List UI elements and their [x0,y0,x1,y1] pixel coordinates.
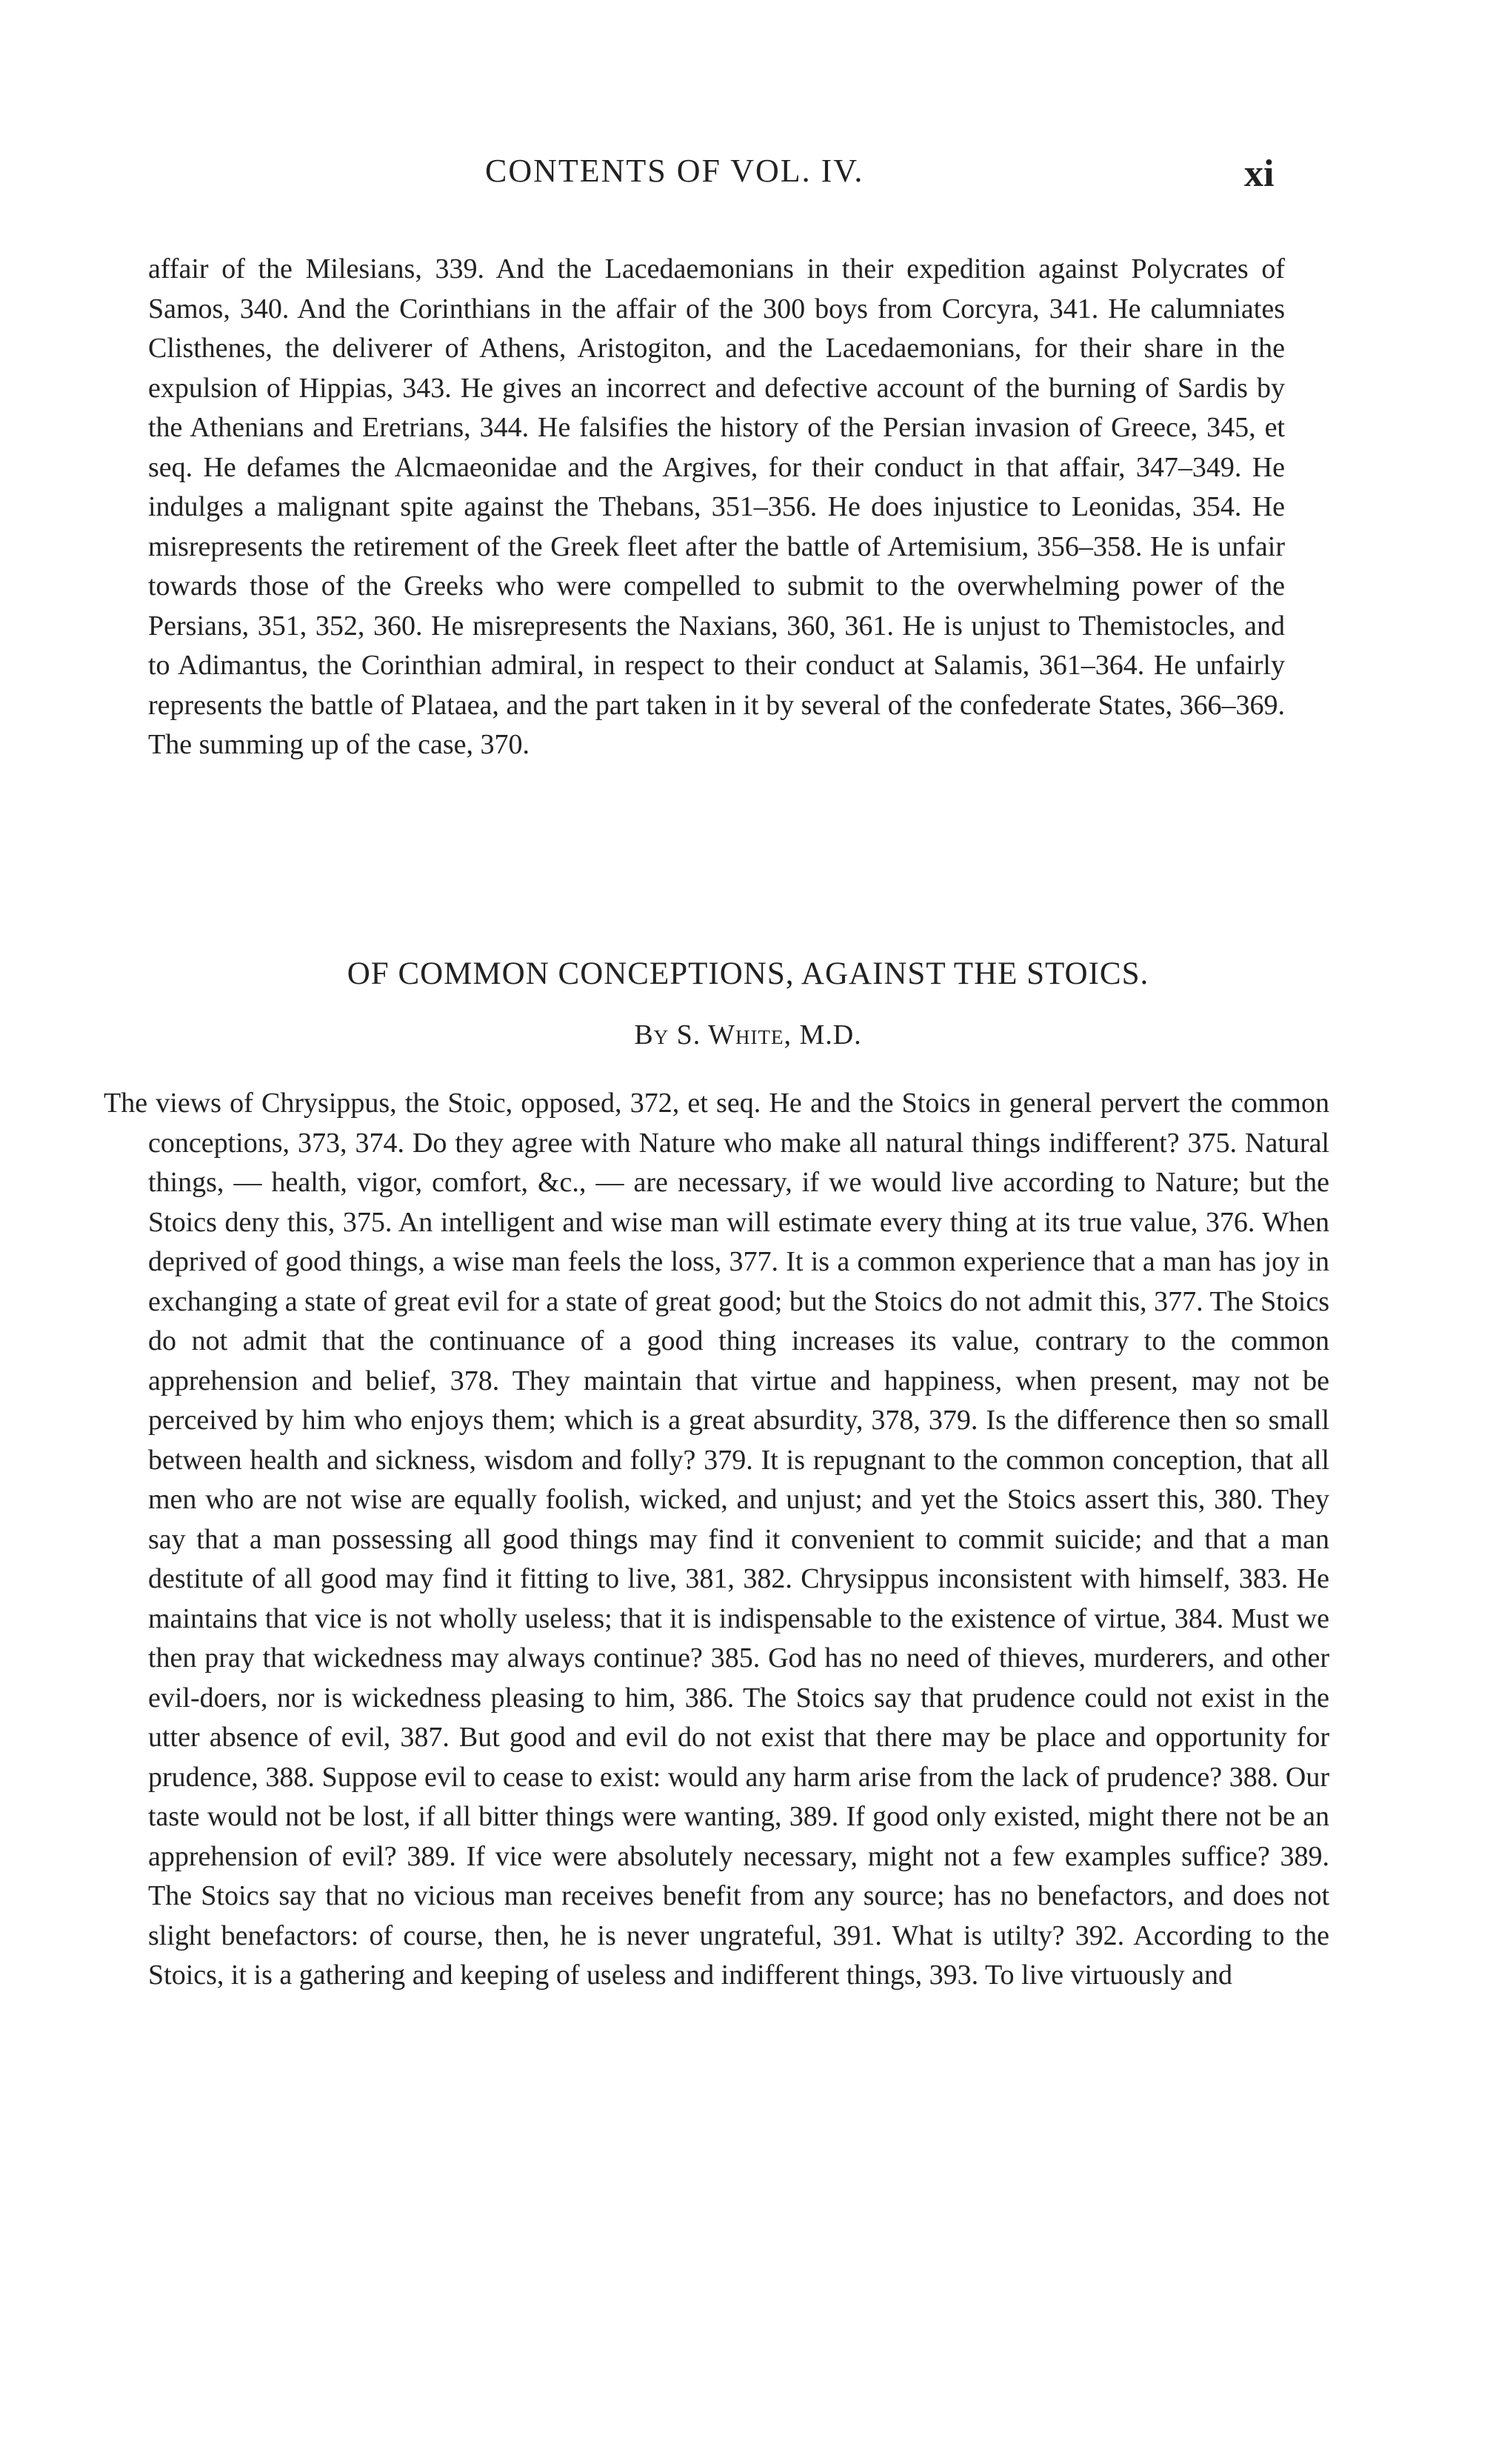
continuation-paragraph: affair of the Milesians, 339. And the Lacedaemonians in their expedition against Polycrates of Samos, 340. And the Corinthians in the affair of the 300 boys from Corcyra, 341. He calumniates Clisthenes, the deliverer of Athens, Aristogiton, and the Lacedaemonians, for their share in the expulsion of Hippias, 343. He gives an incorrect and defective account of the burning of Sardis by the Athenians and Eretrians, 344. He falsifies the history of the Persian invasion of Greece, 345, et seq. He defames the Alcmaeonidae and the Argives, for their conduct in that affair, 347–349. He indulges a malignant spite against the Thebans, 351–356. He does injustice to Leonidas, 354. He misrepresents the retirement of the Greek fleet after the battle of Artemisium, 356–358. He is unfair towards those of the Greeks who were compelled to submit to the overwhelming power of the Persians, 351, 352, 360. He misrepresents the Naxians, 360, 361. He is unjust to Themistocles, and to Adimantus, the Corinthian admiral, in respect to their conduct at Salamis, 361–364. He unfairly represents the battle of Plataea, and the part taken in it by several of the confederate States, 366–369. The summing up of the case, 370. [148,253,1285,760]
page-header [0,152,1496,196]
section-summary-paragraph: The views of Chrysippus, the Stoic, opposed, 372, et seq. He and the Stoics in general pervert the common conceptions, 373, 374. Do they agree with Nature who make all natural things indifferent? 375. Natural things, — health, vigor, comfort, &c., — are necessary, if we would live according to Nature; but the Stoics deny this, 375. An intelligent and wise man will estimate every thing at its true value, 376. When deprived of good things, a wise man feels the loss, 377. It is a common experience that a man has joy in exchanging a state of great evil for a state of great good; but the Stoics do not admit this, 377. The Stoics do not admit that the continuance of a good thing increases its value, contrary to the common apprehension and belief, 378. They maintain that virtue and happiness, when present, may not be perceived by him who enjoys them; which is a great absurdity, 378, 379. Is the difference then so small between health and sickness, wisdom and folly? 379. It is repugnant to the common conception, that all men who are not wise are equally foolish, wicked, and unjust; and yet the Stoics assert this, 380. They say that a man possessing all good things may find it convenient to commit suicide; and that a man destitute of all good may find it fitting to live, 381, 382. Chrysippus inconsistent with himself, 383. He maintains that vice is not wholly useless; that it is indispensable to the existence of virtue, 384. Must we then pray that wickedness may always continue? 385. God has no need of thieves, murderers, and other evil-doers, nor is wickedness pleasing to him, 386. The Stoics say that prudence could not exist in the utter absence of evil, 387. But good and evil do not exist that there may be place and opportunity for prudence, 388. Suppose evil to cease to exist: would any harm arise from the lack of prudence? 388. Our taste would not be lost, if all bitter things were wanting, 389. If good only existed, might there not be an apprehension of evil? 389. If vice were absolutely necessary, might not a few examples suffice? 389. The Stoics say that no vicious man receives benefit from any source; has no benefactors, and does not slight benefactors: of course, then, he is never ungrateful, 391. What is utilty? 392. According to the Stoics, it is a gathering and keeping of useless and indifferent things, 393. To live virtuously and [104,1088,1329,1991]
section-byline: By S. White, M.D. [634,1019,862,1050]
page-number: xi [1244,153,1275,195]
section-title: OF COMMON CONCEPTIONS, AGAINST THE STOICS. [347,956,1149,991]
running-title: CONTENTS OF VOL. IV. [485,153,864,189]
